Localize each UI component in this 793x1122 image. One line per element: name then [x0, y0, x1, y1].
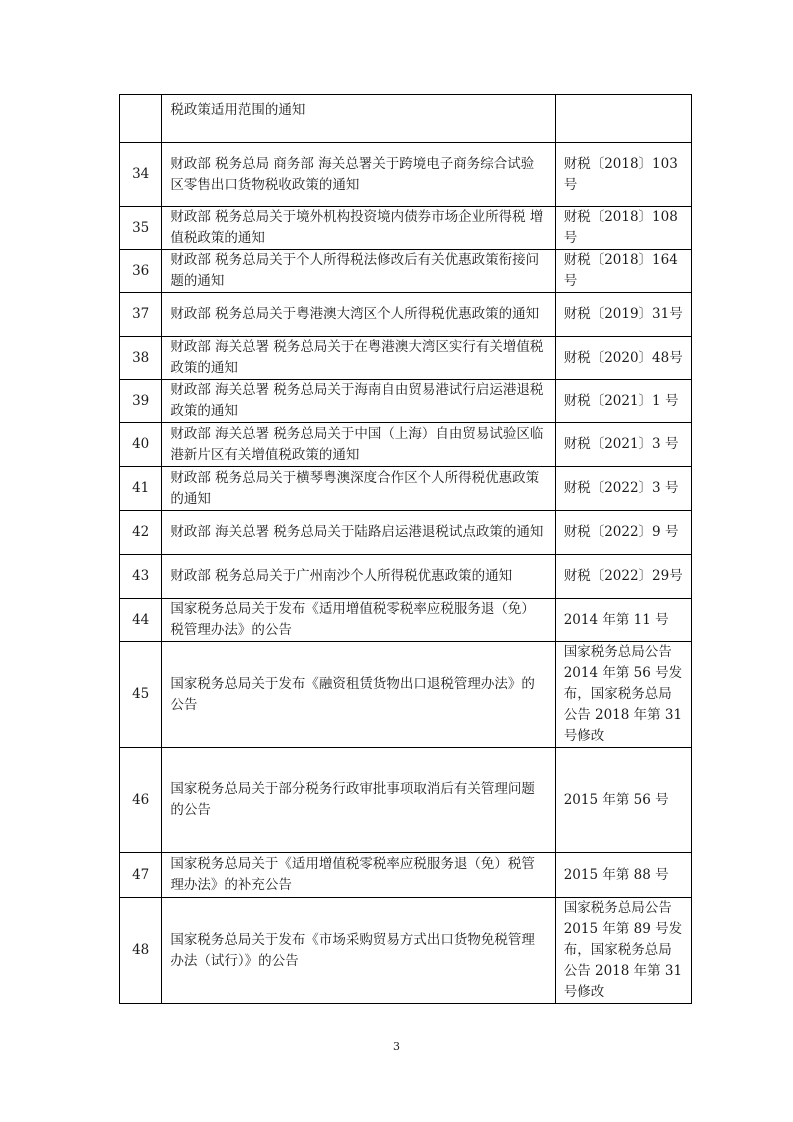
- document-title: 国家税务总局关于《适用增值税零税率应税服务退（免）税管理办法》的补充公告: [162, 853, 555, 898]
- row-number: 43: [120, 555, 162, 599]
- table-row: [120, 143, 692, 207]
- table-row: [120, 207, 692, 250]
- table-row: [120, 380, 692, 423]
- table-row: [120, 748, 692, 853]
- document-title: 国家税务总局关于发布《适用增值税零税率应税服务退（免）税管理办法》的公告: [162, 599, 555, 642]
- document-number: 2015 年第 88 号: [555, 853, 691, 898]
- document-number: 国家税务总局公告 2015 年第 89 号发布，国家税务总局公告 2018 年第 31 号修改: [555, 898, 691, 1004]
- table-row: [120, 95, 692, 143]
- document-number: 财税〔2022〕29号: [555, 555, 691, 599]
- table-row: [120, 555, 692, 599]
- row-number: 46: [120, 748, 162, 853]
- document-number: 财税〔2020〕48号: [555, 337, 691, 380]
- document-title: 财政部 税务总局关于个人所得税法修改后有关优惠政策衔接问题的通知: [162, 250, 555, 293]
- row-number: 48: [120, 898, 162, 1004]
- document-number: 财税〔2021〕3 号: [555, 423, 691, 467]
- document-title: 国家税务总局关于发布《市场采购贸易方式出口货物免税管理办法（试行）》的公告: [162, 898, 555, 1004]
- document-number: 财税〔2021〕1 号: [555, 380, 691, 423]
- document-title: 国家税务总局关于发布《融资租赁货物出口退税管理办法》的公告: [162, 642, 555, 748]
- row-number: 47: [120, 853, 162, 898]
- row-number: 36: [120, 250, 162, 293]
- table-row: [120, 337, 692, 380]
- document-number: 财税〔2018〕164号: [555, 250, 691, 293]
- document-number: 财税〔2019〕31号: [555, 293, 691, 337]
- document-number: 财税〔2018〕108号: [555, 207, 691, 250]
- row-number: 38: [120, 337, 162, 380]
- document-number: [555, 95, 691, 143]
- table-row: [120, 293, 692, 337]
- document-number: 财税〔2022〕9 号: [555, 511, 691, 555]
- table-row: [120, 853, 692, 898]
- document-title: 财政部 税务总局关于粤港澳大湾区个人所得税优惠政策的通知: [162, 293, 555, 337]
- document-title: 财政部 税务总局关于境外机构投资境内债券市场企业所得税 增值税政策的通知: [162, 207, 555, 250]
- row-number: 39: [120, 380, 162, 423]
- row-number: 42: [120, 511, 162, 555]
- document-title: 财政部 海关总署 税务总局关于中国（上海）自由贸易试验区临港新片区有关增值税政策的通知: [162, 423, 555, 467]
- row-number: 35: [120, 207, 162, 250]
- page-number: 3: [393, 1040, 400, 1053]
- document-title: 财政部 税务总局关于广州南沙个人所得税优惠政策的通知: [162, 555, 555, 599]
- document-title: 财政部 海关总署 税务总局关于海南自由贸易港试行启运港退税政策的通知: [162, 380, 555, 423]
- row-number: 44: [120, 599, 162, 642]
- table-row: [120, 511, 692, 555]
- document-title: 财政部 海关总署 税务总局关于陆路启运港退税试点政策的通知: [162, 511, 555, 555]
- document-number: 财税〔2018〕103号: [555, 143, 691, 207]
- table-row: [120, 599, 692, 642]
- table-row: [120, 250, 692, 293]
- document-title: 财政部 税务总局关于横琴粤澳深度合作区个人所得税优惠政策的通知: [162, 467, 555, 511]
- document-title: 财政部 税务总局 商务部 海关总署关于跨境电子商务综合试验区零售出口货物税收政策的通知: [162, 143, 555, 207]
- document-number: 2014 年第 11 号: [555, 599, 691, 642]
- table-row: [120, 467, 692, 511]
- document-number: 2015 年第 56 号: [555, 748, 691, 853]
- row-number: 37: [120, 293, 162, 337]
- row-number: 41: [120, 467, 162, 511]
- document-title: 税政策适用范围的通知: [162, 95, 555, 143]
- row-number: 34: [120, 143, 162, 207]
- document-title: 财政部 海关总署 税务总局关于在粤港澳大湾区实行有关增值税政策的通知: [162, 337, 555, 380]
- table-row: [120, 423, 692, 467]
- document-number: 财税〔2022〕3 号: [555, 467, 691, 511]
- table-row: [120, 898, 692, 1004]
- row-number: 45: [120, 642, 162, 748]
- regulations-table: [119, 94, 692, 1004]
- row-number: [120, 95, 162, 143]
- row-number: 40: [120, 423, 162, 467]
- document-title: 国家税务总局关于部分税务行政审批事项取消后有关管理问题的公告: [162, 748, 555, 853]
- document-number: 国家税务总局公告 2014 年第 56 号发布，国家税务总局公告 2018 年第 31 号修改: [555, 642, 691, 748]
- table-row: [120, 642, 692, 748]
